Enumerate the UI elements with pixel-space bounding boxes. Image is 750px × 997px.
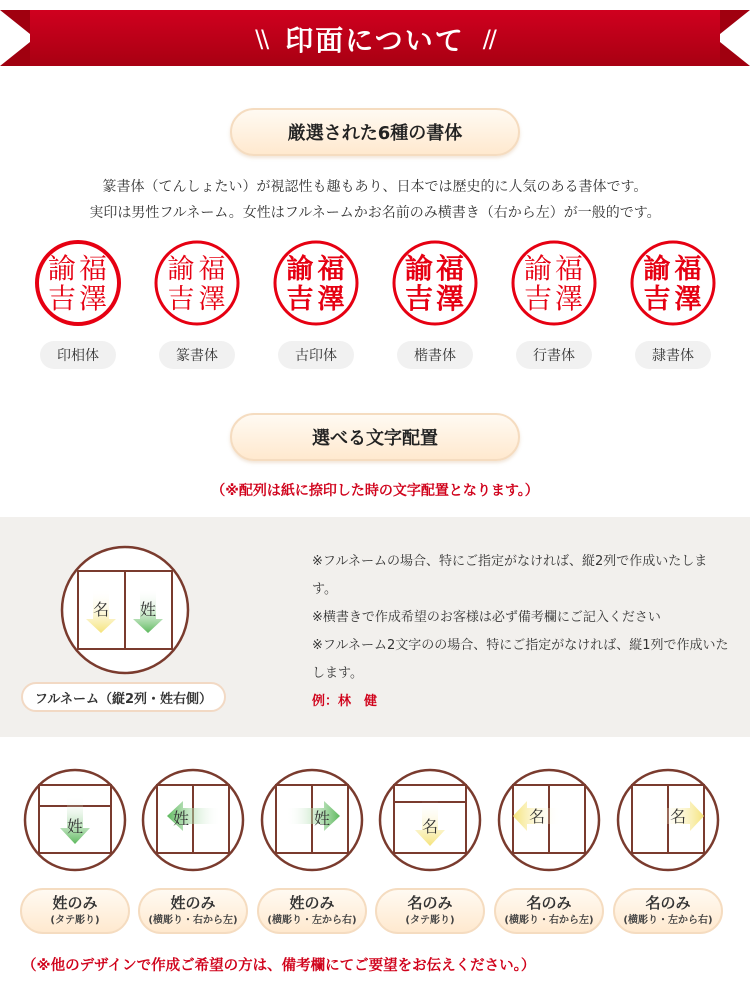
- layout-option-tag: [138, 888, 248, 934]
- stamp-tensho: [154, 240, 240, 326]
- stamp-label-kaisho: 楷書体: [397, 341, 473, 369]
- layout-footer-note: （※他のデザインで作成ご希望の方は、備考欄にてご要望をお伝えください。）: [22, 958, 536, 974]
- layout-option-sub: (タテ彫り): [50, 915, 100, 926]
- layout-option-diagram: [497, 768, 601, 872]
- stamp-char: 福: [435, 252, 465, 285]
- layout-option-char: 名: [669, 807, 687, 826]
- stamp-char: 福: [198, 254, 226, 285]
- fullname-example: 例：林 健: [312, 694, 378, 709]
- layout-option-char: 名: [528, 807, 546, 826]
- layout-option-diagram: [141, 768, 245, 872]
- stamp-gyosho: [511, 240, 597, 326]
- stamp-char: 福: [78, 252, 108, 285]
- stamp-koin: [273, 240, 359, 326]
- banner-deco-left: \\: [255, 25, 268, 53]
- stamp-char: 諭: [286, 254, 314, 285]
- layout-option-title: 姓のみ: [170, 894, 216, 912]
- fullname-char-sei: 姓: [139, 600, 157, 619]
- layout-option-char: 姓: [66, 817, 84, 836]
- stamp-char: 福: [554, 252, 584, 285]
- stamp-char: 福: [317, 254, 345, 285]
- stamp-kaisho: [392, 240, 478, 326]
- stamp-char: 諭: [643, 254, 671, 285]
- stamp-label-tensho: 篆書体: [159, 341, 235, 369]
- fullname-note-1: ※フルネームの場合、特にご指定がなければ、縦2列で作成いたします。: [312, 554, 708, 597]
- stamp-char: 吉: [167, 284, 195, 315]
- layout-option-tag: [613, 888, 723, 934]
- stamp-char: 諭: [523, 252, 553, 285]
- fullname-notes: [312, 548, 732, 716]
- layout-option-title: 姓のみ: [52, 894, 98, 912]
- stamp-char: 澤: [198, 284, 226, 315]
- layout-heading: 選べる文字配置: [230, 413, 520, 461]
- fonts-desc-line1: 篆書体（てんしょたい）が視認性も趣もあり、日本では歴史的に人気のある書体です。: [102, 179, 648, 195]
- stamp-insou: [35, 240, 121, 326]
- layout-option-tag: [494, 888, 604, 934]
- layout-option-tag: [257, 888, 367, 934]
- fullname-diagram: [60, 545, 190, 675]
- stamp-char: 澤: [78, 282, 108, 315]
- layout-option-diagram: [260, 768, 364, 872]
- fullname-tag: フルネーム（縦2列・姓右側）: [21, 682, 226, 712]
- layout-option-sub: (横彫り・左から右): [623, 915, 713, 926]
- layout-option-diagram: [378, 768, 482, 872]
- layout-option-title: 名のみ: [526, 894, 572, 912]
- fonts-desc-line2: 実印は男性フルネーム。女性はフルネームかお名前のみ横書き（右から左）が一般的です。: [89, 205, 661, 221]
- stamp-char: 吉: [523, 282, 553, 315]
- banner-title-wrap: [0, 14, 750, 64]
- stamp-char: 諭: [167, 254, 195, 285]
- banner-deco-right: //: [482, 25, 495, 53]
- fonts-heading: 厳選された6種の書体: [230, 108, 520, 156]
- stamp-char: 吉: [286, 284, 314, 315]
- layout-option-tag: [375, 888, 485, 934]
- layout-option-diagram: [616, 768, 720, 872]
- layout-option-sub: (横彫り・右から左): [504, 915, 594, 926]
- layout-option-char: 名: [421, 817, 439, 836]
- stamp-char: 吉: [47, 282, 77, 315]
- fullname-note-2: ※横書きで作成希望のお客様は必ず備考欄にご記入ください: [312, 610, 661, 625]
- stamp-char: 諭: [47, 252, 77, 285]
- layout-note: （※配列は紙に捺印した時の文字配置となります。）: [211, 483, 539, 499]
- layout-option-tag: [20, 888, 130, 934]
- stamp-label-reisho: 隷書体: [635, 341, 711, 369]
- stamp-char: 澤: [317, 284, 345, 315]
- stamp-char: 吉: [404, 282, 434, 315]
- stamp-reisho: [630, 240, 716, 326]
- layout-option-char: 姓: [172, 809, 190, 828]
- banner-title: 印面について: [285, 24, 465, 57]
- stamp-label-koin: 古印体: [278, 341, 354, 369]
- layout-option-sub: (横彫り・左から右): [267, 915, 357, 926]
- layout-option-title: 名のみ: [407, 894, 453, 912]
- stamp-char: 諭: [404, 252, 434, 285]
- fullname-note-3: ※フルネーム2文字のの場合、特にご指定がなければ、縦1列で作成いたします。: [312, 638, 729, 681]
- stamp-char: 澤: [554, 282, 584, 315]
- stamp-label-insou: 印相体: [40, 341, 116, 369]
- fullname-char-mei: 名: [92, 600, 110, 619]
- layout-option-sub: (横彫り・右から左): [148, 915, 238, 926]
- stamp-label-gyosho: 行書体: [516, 341, 592, 369]
- layout-option-diagram: [23, 768, 127, 872]
- layout-option-title: 名のみ: [645, 894, 691, 912]
- layout-option-char: 姓: [313, 809, 331, 828]
- stamp-char: 澤: [435, 282, 465, 315]
- layout-option-title: 姓のみ: [289, 894, 335, 912]
- stamp-char: 澤: [674, 284, 702, 315]
- stamp-char: 福: [674, 254, 702, 285]
- layout-option-sub: (タテ彫り): [405, 915, 455, 926]
- stamp-char: 吉: [643, 284, 671, 315]
